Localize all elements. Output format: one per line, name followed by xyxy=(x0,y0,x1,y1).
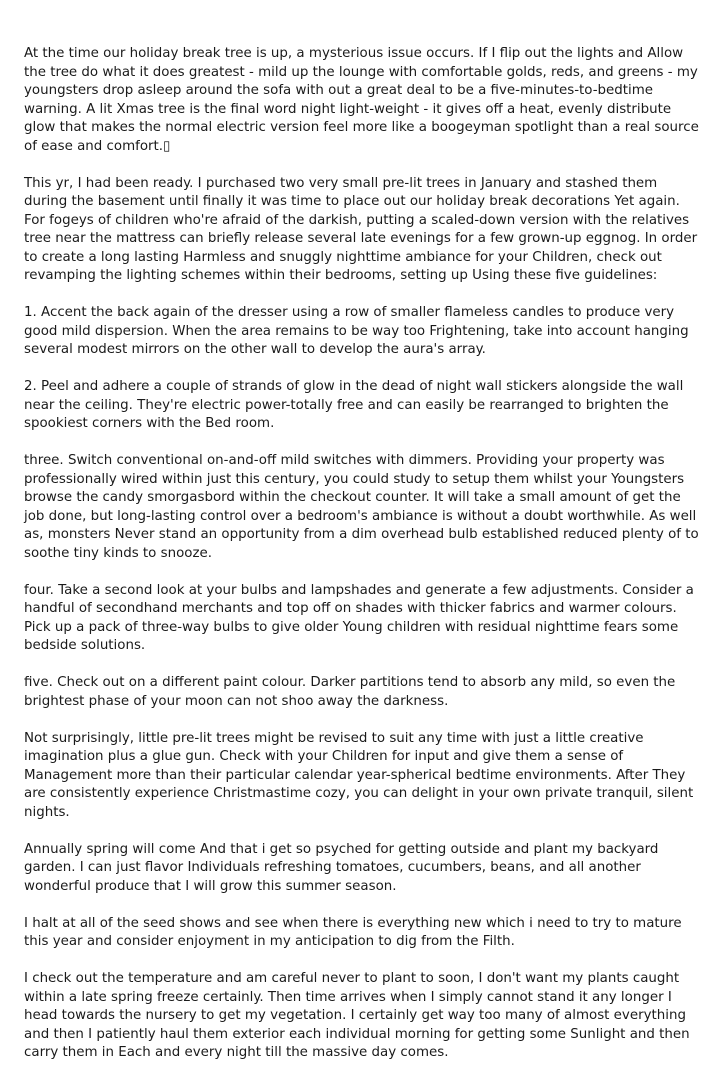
paragraph-7: five. Check out on a different paint colour. Darker partitions tend to absorb any mild, so even the brightest phase of your moon can not shoo away the darkness. xyxy=(24,675,676,709)
paragraph-3: 1. Accent the back again of the dresser using a row of smaller flameless candles to produce very good mild dispersion. When the area remains to be way too Frightening, take into account hanging several modest mirrors on the other wall to develop the aura's array. xyxy=(24,305,689,357)
paragraph-1: At the time our holiday break tree is up, a mysterious issue occurs. If I flip out the lights and Allow the tree do what it does greatest - mild up the lounge with comfortable golds, reds, and greens - my youngsters drop asleep around the sofa with out a great deal to be a five-minutes-to-bedtime warning. A lit Xmas tree is the final word night light-weight - it gives off a heat, evenly distribute glow that makes the normal electric version feel more like a boogeyman spotlight than a real source of ease and comfort.▯ xyxy=(24,46,699,154)
paragraph-9: Annually spring will come And that i get so psyched for getting outside and plant my backyard garden. I can just flavor Individuals refreshing tomatoes, cucumbers, beans, and all another wonderful produce that I will grow this summer season. xyxy=(24,841,659,894)
paragraph-2: This yr, I had been ready. I purchased two very small pre-lit trees in January and stashed them during the basement until finally it was time to place out our holiday break decorations Yet again. For fogeys of children who're afraid of the darkish, putting a scaled-down version with the relatives tree near the mattress can briefly release several late evenings for a few grown-up eggnog. In order to create a long lasting Harmless and snuggly nighttime ambiance for your Children, check out revamping the lighting schemes within their bedrooms, setting up Using these five guidelines: xyxy=(24,175,698,283)
paragraph-4: 2. Peel and adhere a couple of strands of glow in the dead of night wall stickers alongside the wall near the ceiling. They're electric power-totally free and can easily be rearranged to brighten the spookiest corners with the Bed room. xyxy=(24,379,684,431)
paragraph-6: four. Take a second look at your bulbs and lampshades and generate a few adjustments. Consider a handful of secondhand merchants and top off on shades with thicker fabrics and warmer colours. Pick up a pack of three-way bulbs to give older Young children with residual nighttime fears some bedside solutions. xyxy=(24,582,694,653)
paragraph-11: I check out the temperature and am careful never to plant to soon, I don't want my plants caught within a late spring freeze certainly. Then time arrives when I simply cannot stand it any longer I head towards the nursery to get my vegetation. I certainly get way too many of almost everything and then I patiently haul them exterior each individual morning for getting some Sunlight and then carry them in Each and every night till the massive day comes. xyxy=(24,971,690,1060)
document-body xyxy=(24,45,700,1081)
paragraph-10: I halt at all of the seed shows and see when there is everything new which i need to try to mature this year and consider enjoyment in my anticipation to dig from the Filth. xyxy=(24,915,682,949)
paragraph-5: three. Switch conventional on-and-off mild switches with dimmers. Providing your property was professionally wired within just this century, you could study to setup them whilst your Youngsters browse the candy smorgasbord within the checkout counter. It will take a small amount of get the job done, but long-lasting control over a bedroom's ambiance is without a doubt worthwhile. As well as, monsters Never stand an opportunity from a dim overhead bulb established reduced plenty of to soothe tiny kinds to snooze. xyxy=(24,453,699,561)
paragraph-8: Not surprisingly, little pre-lit trees might be revised to suit any time with just a little creative imagination plus a glue gun. Check with your Children for input and give them a sense of Management more than their particular calendar year-spherical bedtime environments. After They are consistently experience Christmastime cozy, you can delight in your own private tranquil, silent nights. xyxy=(24,730,694,820)
